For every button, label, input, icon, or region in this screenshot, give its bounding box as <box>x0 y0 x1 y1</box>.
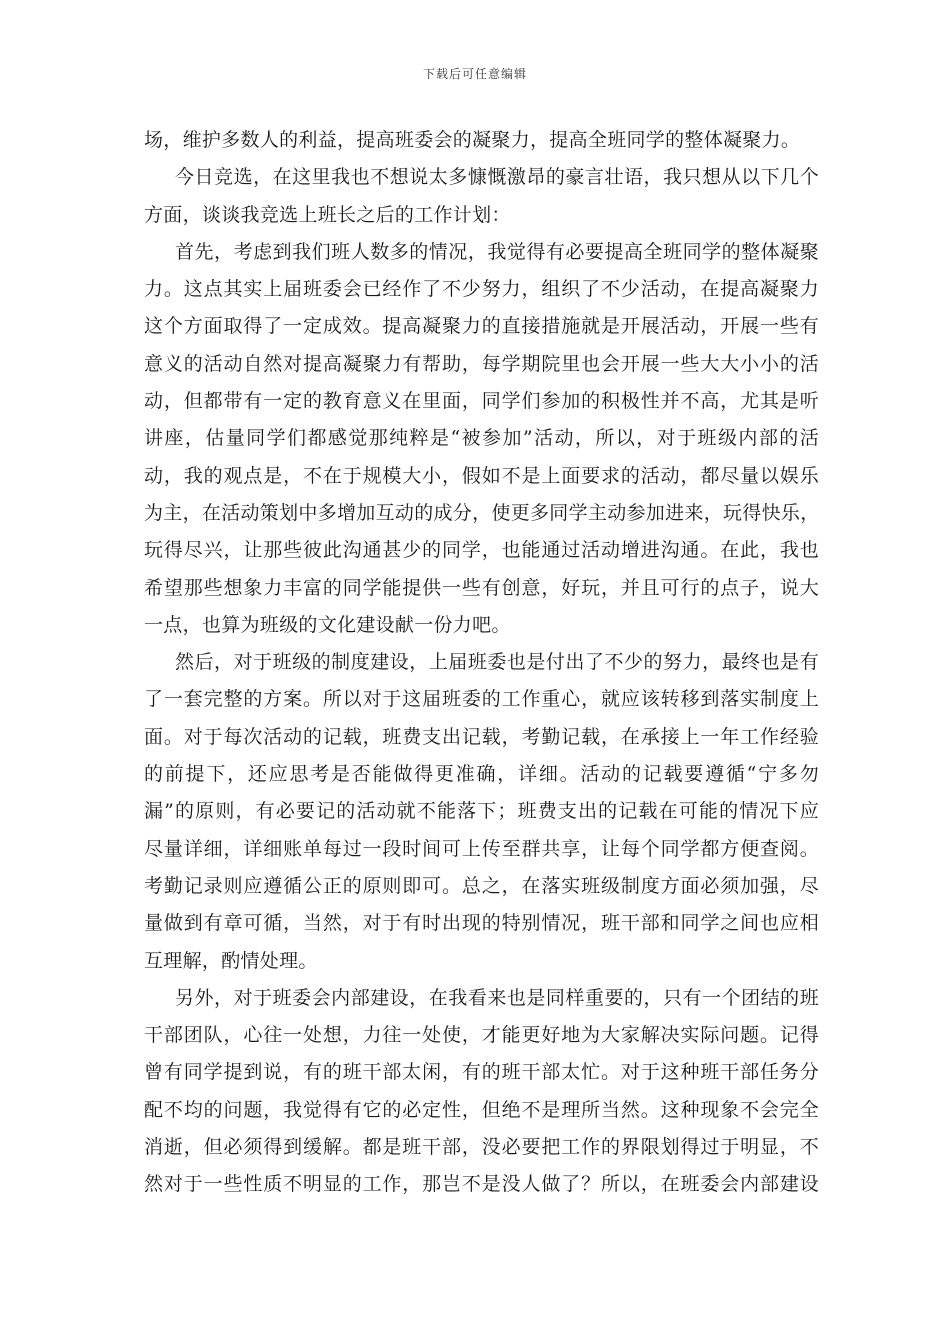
text-line: 为主，在活动策划中多增加互动的成分，使更多同学主动参加进来，玩得快乐， <box>144 501 820 524</box>
text-line: 动，但都带有一定的教育意义在里面，同学们参加的积极性并不高，尤其是听 <box>144 390 819 413</box>
text-line: 面。对于每次活动的记载，班费支出记载，考勤记载，在承接上一年工作经验 <box>144 725 819 748</box>
text-line: 尽量详细，详细账单每过一段时间可上传至群共享，让每个同学都方便查阅。 <box>144 837 819 860</box>
text-line: 首先，考虑到我们班人数多的情况，我觉得有必要提高全班同学的整体凝聚 <box>175 240 819 263</box>
text-line: 另外，对于班委会内部建设，在我看来也是同样重要的，只有一个团结的班 <box>175 986 819 1009</box>
text-line: 互理解，酌情处理。 <box>144 949 318 972</box>
text-line: 配不均的问题，我觉得有它的必定性，但绝不是理所当然。这种现象不会完全 <box>144 1098 819 1121</box>
text-line: 考勤记录则应遵循公正的原则即可。总之，在落实班级制度方面必须加强，尽 <box>144 874 819 897</box>
text-line: 然对于一些性质不明显的工作，那岂不是没人做了？所以，在班委会内部建设 <box>144 1173 819 1196</box>
text-line: 量做到有章可循，当然，对于有时出现的特别情况，班干部和同学之间也应相 <box>144 912 819 935</box>
text-line: 今日竞选，在这里我也不想说太多慷慨激昂的豪言壮语，我只想从以下几个 <box>175 166 819 189</box>
text-line: 场，维护多数人的利益，提高班委会的凝聚力，提高全班同学的整体凝聚力。 <box>144 129 801 151</box>
text-line: 这个方面取得了一定成效。提高凝聚力的直接措施就是开展活动，开展一些有 <box>144 315 819 338</box>
text-line: 了一套完整的方案。所以对于这届班委的工作重心，就应该转移到落实制度上 <box>144 688 819 711</box>
text-line: 玩得尽兴，让那些彼此沟通甚少的同学，也能通过活动增进沟通。在此，我也 <box>144 539 819 562</box>
text-line: 希望那些想象力丰富的同学能提供一些有创意，好玩，并且可行的点子，说大 <box>144 576 819 599</box>
text-line: 干部团队，心往一处想，力往一处使，才能更好地为大家解决实际问题。记得 <box>144 1024 819 1047</box>
text-line: 讲座，估量同学们都感觉那纯粹是“被参加”活动，所以，对于班级内部的活 <box>144 427 819 450</box>
text-line: 然后，对于班级的制度建设，上届班委也是付出了不少的努力，最终也是有 <box>175 651 819 674</box>
text-line: 一点，也算为班级的文化建设献一份力吧。 <box>144 613 511 636</box>
text-line: 的前提下，还应思考是否能做得更准确，详细。活动的记载要遵循“宁多勿 <box>144 763 819 786</box>
page-header: 下载后可任意编辑 <box>422 67 527 81</box>
text-line: 曾有同学提到说，有的班干部太闲，有的班干部太忙。对于这种班干部任务分 <box>144 1061 819 1084</box>
document-body <box>144 122 819 1204</box>
text-line: 漏”的原则，有必要记的活动就不能落下；班费支出的记载在可能的情况下应 <box>144 800 819 823</box>
text-line: 动，我的观点是，不在于规模大小，假如不是上面要求的活动，都尽量以娱乐 <box>144 464 819 487</box>
text-line: 方面，谈谈我竞选上班长之后的工作计划： <box>144 203 511 226</box>
text-line: 力。这点其实上届班委会已经作了不少努力，组织了不少活动，在提高凝聚力 <box>144 278 819 301</box>
text-line: 意义的活动自然对提高凝聚力有帮助，每学期院里也会开展一些大大小小的活 <box>144 352 819 375</box>
text-line: 消逝，但必须得到缓解。都是班干部，没必要把工作的界限划得过于明显，不 <box>144 1136 819 1159</box>
